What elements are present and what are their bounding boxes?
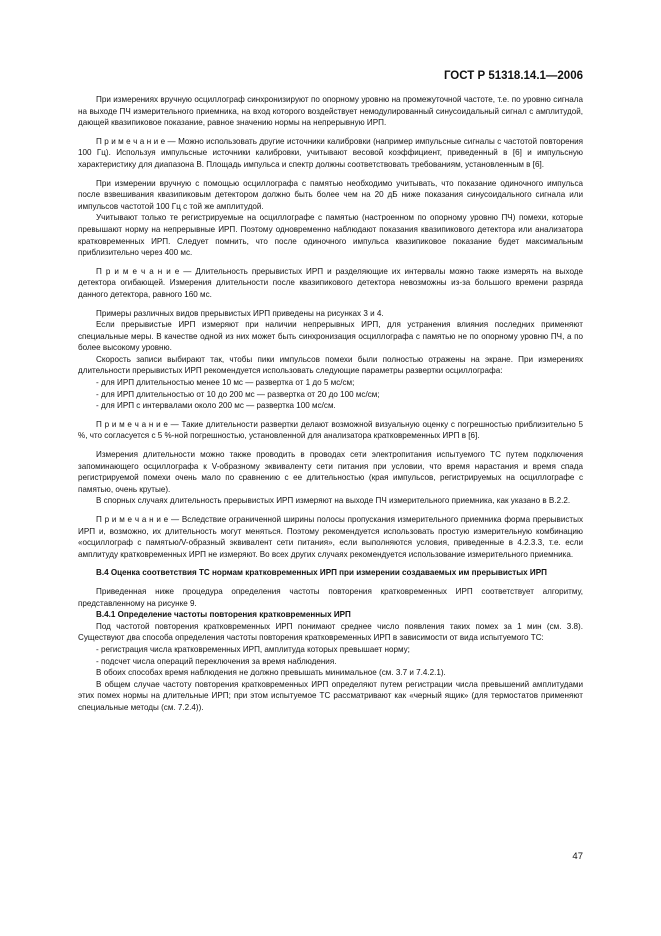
- section-heading: В.4 Оценка соответствия ТС нормам кратковременных ИРП при измерении создаваемых им прерывистых ИРП: [96, 568, 547, 578]
- list-item: - для ИРП длительностью от 10 до 200 мс — развертка от 20 до 100 мс/см;: [96, 389, 380, 399]
- list-item: - подсчет числа операций переключения за время наблюдения.: [96, 656, 337, 666]
- paragraph: При измерении вручную с помощью осциллографа с памятью необходимо учитывать, что показание одиночного импульса после взвешивания квазипиковым детектором должно быть более чем на 20 дБ ниже показания синусоидального сигнала или импульсов частотой 100 Гц с той же амплитудой.: [78, 178, 583, 211]
- paragraph: При измерениях вручную осциллограф синхронизируют по опорному уровню на промежуточной частоте, т.е. по уровню сигнала на выходе ПЧ измерительного приемника, на вход которого воздействует немодулированный синусоидальный сигнал с амплитудой, дающей квазипиковое показание, равное значению нормы на непрерывную ИРП.: [78, 95, 583, 128]
- paragraph: Измерения длительности можно также проводить в проводах сети электропитания испытуемого ТС путем подключения запоминающего осциллографа к V-образному эквиваленту сети питания при условии, что время нарастания и время спада регистрируемой помехи очень мало по сравнению с ее длительностью (края импульсов, регистрируемых на осциллографе с памятью, очень крутые).: [78, 450, 583, 494]
- paragraph: Скорость записи выбирают так, чтобы пики импульсов помехи были полностью отражены на экране. При измерениях длительности прерывистых ИРП рекомендуется использовать следующие параметры развертки осциллографа:: [78, 354, 583, 376]
- note: П р и м е ч а н и е — Длительность прерывистых ИРП и разделяющие их интервалы можно также измерять на выходе детектора огибающей. Измерения длительности после квазипикового детектора невозможны из-за большого времени разряда данного детектора, равного 160 мс.: [78, 266, 583, 299]
- document-body: [78, 94, 583, 714]
- list-item: - регистрация числа кратковременных ИРП, амплитуда которых превышает норму;: [96, 644, 410, 654]
- paragraph: В общем случае частоту повторения кратковременных ИРП определяют путем регистрации числа превышений амплитудами этих помех нормы на длительные ИРП; при этом испытуемое ТС рассматривают как «черный ящик» (для термостатов применяют специальные методы (см. 7.2.4)).: [78, 679, 583, 712]
- paragraph: Учитывают только те регистрируемые на осциллографе с памятью (настроенном по опорному уровню ПЧ) помехи, которые превышают норму на непрерывные ИРП. Поэтому одновременно наблюдают показания квазипикового детектора или анализатора кратковременных ИРП. Следует помнить, что после одиночного импульса квазипиковое показание будет максимальным приблизительно через 400 мс.: [78, 213, 583, 258]
- paragraph: Если прерывистые ИРП измеряют при наличии непрерывных ИРП, для устранения влияния последних применяют специальные меры. В качестве одной из них может быть синхронизация осциллографа с памятью не по опорному уровню ПЧ, а по более высокому уровню.: [78, 320, 583, 353]
- page-number: 47: [572, 851, 583, 862]
- paragraph: В спорных случаях длительность прерывистых ИРП измеряют на выходе ПЧ измерительного приемника, как указано в В.2.2.: [96, 496, 571, 506]
- paragraph: Приведенная ниже процедура определения частоты повторения кратковременных ИРП соответствует алгоритму, представленному на рисунке 9.: [78, 586, 583, 608]
- paragraph: Примеры различных видов прерывистых ИРП приведены на рисунках 3 и 4.: [96, 308, 384, 318]
- list-item: - для ИРП длительностью менее 10 мс — развертка от 1 до 5 мс/см;: [96, 378, 355, 388]
- standard-header: ГОСТ Р 51318.14.1—2006: [443, 70, 583, 82]
- note: П р и м е ч а н и е — Вследствие ограниченной ширины полосы пропускания измерительного приемника форма прерывистых ИРП и, возможно, их длительность могут меняться. Поэтому рекомендуется использовать простую измерительную комбинацию «осциллограф с памятью/V-образный эквивалент сети питания», если выполняются условия, приведенные в 4.2.3.3, т.е. если амплитуду кратковременных ИРП не измеряют. Во всех других случаях рекомендуется использование измерительного приемника.: [78, 515, 583, 559]
- paragraph: В обоих способах время наблюдения не должно превышать минимальное (см. 3.7 и 7.4.2.1).: [96, 668, 446, 678]
- subsection-heading: В.4.1 Определение частоты повторения кратковременных ИРП: [96, 610, 351, 620]
- paragraph: Под частотой повторения кратковременных ИРП понимают среднее число появления таких помех за 1 мин (см. 3.8). Существуют два способа определения частоты повторения кратковременных ИРП в зависимости от вида испытуемого ТС:: [78, 621, 583, 643]
- note: П р и м е ч а н и е — Можно использовать другие источники калибровки (например импульсные сигналы с частотой повторения 100 Гц). Используя импульсные источники калибровки, учитывают весовой коэффициент, приведенный в [6] и импульсную характеристику для диапазона В. Площадь импульса и спектр должны соответствовать требованиям, установленным в [6].: [78, 136, 583, 169]
- list-item: - для ИРП с интервалами около 200 мс — развертка 100 мс/см.: [96, 401, 336, 411]
- note: П р и м е ч а н и е — Такие длительности развертки делают возможной визуальную оценку с погрешностью приблизительно 5 %, что согласуется с 5 %-ной погрешностью, установленной для анализатора кратковременных ИРП в [6].: [78, 419, 583, 441]
